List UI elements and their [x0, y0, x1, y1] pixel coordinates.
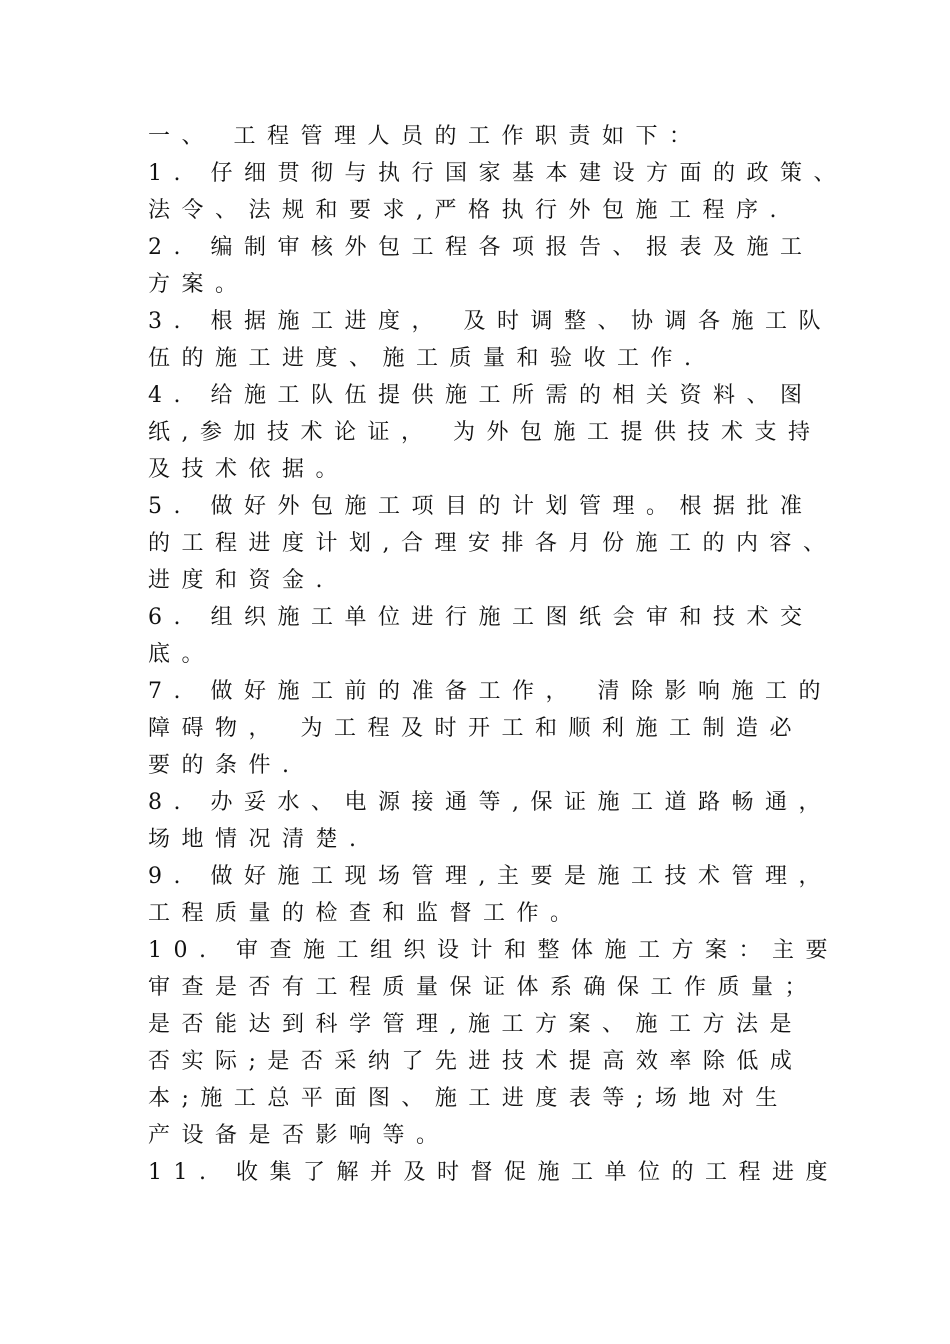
text-line: 8. 办妥水、电源接通等,保证施工道路畅通， — [148, 790, 832, 815]
text-line: 方案。 — [148, 272, 249, 297]
text-line: 审查是否有工程质量保证体系确保工作质量； — [148, 975, 819, 1000]
text-line: 9. 做好施工现场管理,主要是施工技术管理， — [148, 864, 832, 889]
text-line: 场地情况清楚. — [148, 827, 368, 852]
text-line: 进度和资金. — [148, 568, 334, 593]
text-line: 否实际;是否采纳了先进技术提高效率除低成 — [148, 1049, 804, 1074]
text-line: 6. 组织施工单位进行施工图纸会审和技术交 — [148, 605, 814, 630]
text-line: 及技术依据。 — [148, 457, 350, 482]
text-line: 产设备是否影响等。 — [148, 1123, 450, 1148]
text-line: 3. 根据施工进度， 及时调整、协调各施工队 — [148, 309, 832, 334]
text-line: 本;施工总平面图、施工进度表等;场地对生 — [148, 1086, 789, 1111]
text-line: 1. 仔细贯彻与执行国家基本建设方面的政策、 — [148, 161, 847, 186]
section-heading: 一、 工程管理人员的工作职责如下： — [148, 124, 703, 149]
text-line: 5. 做好外包施工项目的计划管理。根据批准 — [148, 494, 814, 519]
text-line: 7. 做好施工前的准备工作， 清除影响施工的 — [148, 679, 832, 704]
text-line: 障碍物， 为工程及时开工和顺利施工制造必 — [148, 716, 803, 741]
text-line: 法令、法规和要求,严格执行外包施工程序. — [148, 198, 788, 223]
text-line: 4. 给施工队伍提供施工所需的相关资料、图 — [148, 383, 814, 408]
text-line: 是否能达到科学管理,施工方案、施工方法是 — [148, 1012, 803, 1037]
text-line: 2. 编制审核外包工程各项报告、报表及施工 — [148, 235, 814, 260]
text-line: 纸,参加技术论证， 为外包施工提供技术支持 — [148, 420, 822, 445]
text-line: 伍的施工进度、施工质量和验收工作. — [148, 346, 703, 371]
text-line: 底。 — [148, 642, 216, 667]
text-line: 要的条件. — [148, 753, 301, 778]
text-line: 11. 收集了解并及时督促施工单位的工程进度 — [148, 1160, 839, 1185]
text-line: 工程质量的检查和监督工作。 — [148, 901, 584, 926]
text-line: 10. 审查施工组织设计和整体施工方案：主要 — [148, 938, 839, 963]
text-line: 的工程进度计划,合理安排各月份施工的内容、 — [148, 531, 837, 556]
